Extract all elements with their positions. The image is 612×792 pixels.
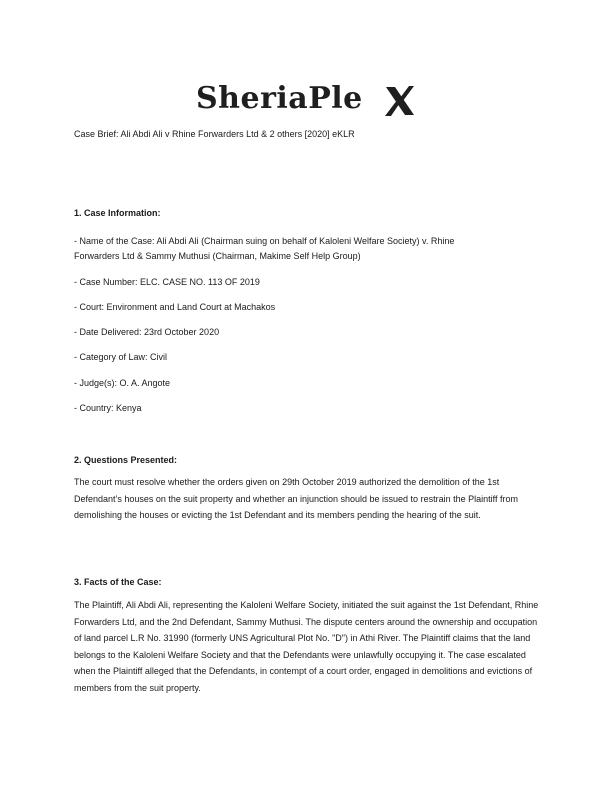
case-name-line-1: - Name of the Case: Ali Abdi Ali (Chairman suing on behalf of Kaloleni Welfare Society) v. Rhine: [74, 236, 455, 246]
date-delivered: - Date Delivered: 23rd October 2020: [74, 327, 220, 337]
case-number: - Case Number: ELC. CASE NO. 113 OF 2019: [74, 277, 260, 287]
category-of-law: - Category of Law: Civil: [74, 352, 168, 362]
country: - Country: Kenya: [74, 403, 142, 413]
logo-wordmark: SheriaPle: [196, 81, 363, 116]
case-name-line-2: Forwarders Ltd & Sammy Muthusi (Chairman, Makime Self Help Group): [74, 251, 361, 261]
court: - Court: Environment and Land Court at Machakos: [74, 302, 276, 312]
x-mark-icon: [383, 84, 417, 118]
facts-body: The Plaintiff, Ali Abdi Ali, representing the Kaloleni Welfare Society, initiated the suit against the 1st Defendant, Rhine Forwarders Ltd, and the 2nd Defendant, Sammy Muthusi. The dispute centers around the ownership and occupation of land parcel L.R No. 31990 (formerly UNS Agricultural Plot No. "D") in Athi River. The Plaintiff claims that the land belongs to the Kaloleni Welfare Society and that the Defendants were unlawfully occupying it. The case escalated when the Plaintiff alleged that the Defendants, in contempt of a court order, engaged in demolitions and evictions of members from the suit property.: [74, 600, 539, 693]
questions-presented-body: The court must resolve whether the orders given on 29th October 2019 authorized the demolition of the 1st Defendant’s houses on the suit property and whether an injunction should be issued to restrain the Plaintiff from demolishing the houses or evicting the 1st Defendant and its members pending the hearing of the suit.: [74, 477, 518, 520]
sheriaplex-logo: [196, 80, 418, 120]
judges: - Judge(s): O. A. Angote: [74, 378, 171, 388]
section-heading-facts: 3. Facts of the Case:: [74, 577, 162, 587]
section-heading-questions-presented: 2. Questions Presented:: [74, 455, 178, 465]
section-heading-case-information: 1. Case Information:: [74, 208, 161, 218]
brief-title: Case Brief: Ali Abdi Ali v Rhine Forwarders Ltd & 2 others [2020] eKLR: [74, 129, 355, 139]
